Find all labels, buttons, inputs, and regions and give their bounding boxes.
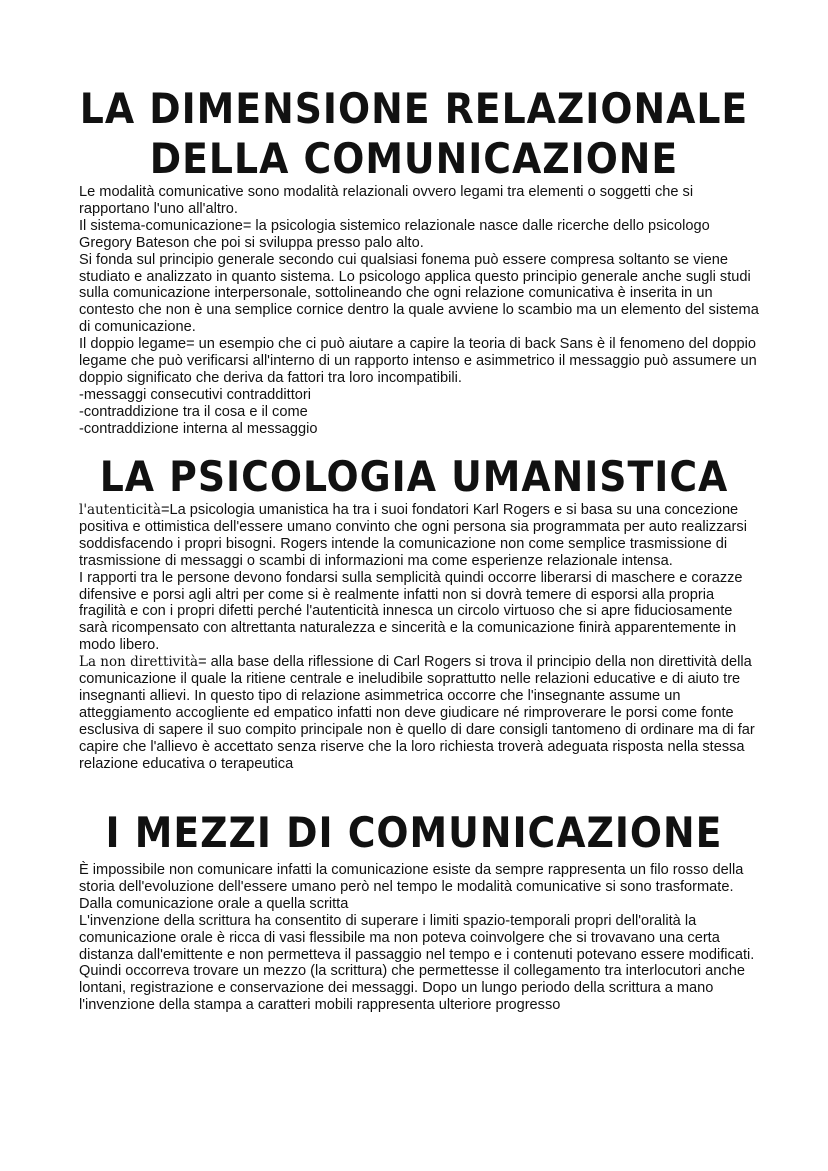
paragraph: Si fonda sul principio generale secondo cui qualsiasi fonema può essere compresa soltanto se viene studiato e analizzato in quanto sistema. Lo psicologo applica questo principio generale anche sugli studi sulla comunicazione interpersonale, sottolineando che ogni relazione comunicativa è inserita in un contesto che non è una semplice cornice dentro la quale avviene lo scambio ma un elemento del sistema di comunicazione.	[79, 251, 759, 336]
term-non-directivity: La non direttività	[79, 654, 199, 671]
list-item: -messaggi consecutivi contraddittori	[79, 386, 311, 403]
section-body-relational	[79, 184, 759, 438]
section-title-media: I MEZZI DI COMUNICAZIONE	[105, 808, 723, 857]
paragraph: I rapporti tra le persone devono fondarsi sulla semplicità quindi occorre liberarsi di maschere e corazze difensive e porsi agli altri per come si è realmente infatti non si dovrà temere di esporsi alla propria fragilità e con i propri difetti perché l'autenticità innesca un circolo virtuoso che si apre fiduciosamente sarà ricompensato con altrettanta naturalezza e sincerità e la comunicazione finirà apparentemente in modo libero.	[79, 569, 743, 654]
paragraph: Le modalità comunicative sono modalità relazionali ovvero legami tra elementi o soggetti che si rapportano l'uno all'altro.	[79, 184, 694, 217]
list-item: -contraddizione interna al messaggio	[79, 420, 318, 437]
list-item: -contraddizione tra il cosa e il come	[79, 403, 308, 420]
paragraph-text: =La psicologia umanistica ha tra i suoi fondatori Karl Rogers e si basa su una concezione positiva e ottimistica dell'essere umano convinto che ogni persona sia programmata per auto realizzarsi soddisfacendo i propri bisogni. Rogers intende la comunicazione non come semplice trasmissione di trasmissione di messaggi o scambi di informazioni ma come esperienze relazionale intensa.	[79, 502, 747, 569]
paragraph	[79, 502, 759, 570]
paragraph: L'invenzione della scrittura ha consentito di superare i limiti spazio-temporali propri dell'oralità la comunicazione orale è ricca di vasi flessibile ma non poteva coinvolgere che si trovavano una certa distanza dall'emittente e non permetteva il passaggio nel tempo e i contenuti potevano essere modificati. Quindi occorreva trovare un mezzo (la scrittura) che permettesse il collegamento tra interlocutori anche lontani, registrazione e conservazione dei messaggi. Dopo un lungo periodo della scrittura a mano l'invenzione della stampa a caratteri mobili rappresenta ulteriore progresso	[79, 912, 755, 1014]
section-title-humanistic: LA PSICOLOGIA UMANISTICA	[99, 452, 729, 501]
paragraph: Il doppio legame= un esempio che ci può aiutare a capire la teoria di back Sans è il fenomeno del doppio legame che può verificarsi all'interno di un rapporto intenso e asimmetrico il messaggio può assumere un doppio significato che deriva da fattori tra loro incompatibili.	[79, 336, 757, 386]
paragraph-text: = alla base della riflessione di Carl Rogers si trova il principio della non direttività della comunicazione il quale la ritiene centrale e ineludibile soprattutto nelle relazioni educative e di aiuto tre insegnanti allievi. In questo tipo di relazione asimmetrica occorre che l'insegnante assume un atteggiamento accogliente ed empatico infatti non deve giudicare né rimproverare le porsi come fonte esclusiva di sapere il suo compito principale non è quello di dare consigli tantomeno di ordinare ma di far capire che l'allievo è accettato senza riserve che la loro richiesta troverà adeguata risposta nella stessa relazione educativa o terapeutica	[79, 654, 755, 772]
paragraph: Il sistema-comunicazione= la psicologia sistemico relazionale nasce dalle ricerche dello psicologo Gregory Bateson che poi si sviluppa presso palo alto.	[79, 217, 710, 251]
paragraph	[79, 654, 759, 772]
section-body-humanistic	[79, 502, 759, 773]
term-authenticity: l'autenticità	[79, 502, 161, 518]
paragraph: È impossibile non comunicare infatti la comunicazione esiste da sempre rappresenta un filo rosso della storia dell'evoluzione dell'essere umano però nel tempo le modalità comunicative si sono trasformate.	[79, 862, 744, 895]
section-title-relational: LA DIMENSIONE RELAZIONALE DELLA COMUNICAZIONE	[79, 84, 749, 183]
subheading: Dalla comunicazione orale a quella scritta	[79, 895, 349, 912]
section-body-media	[79, 862, 759, 1014]
